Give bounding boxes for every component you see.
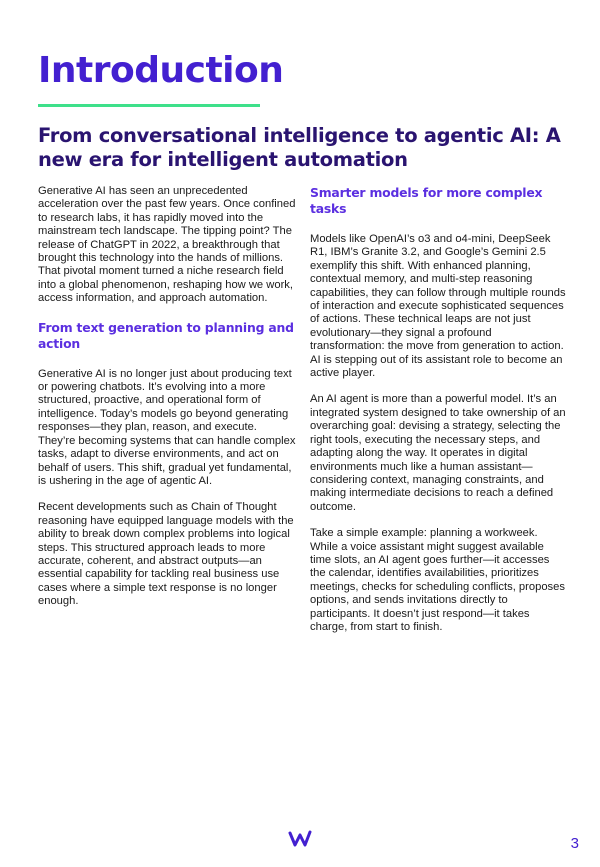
page-title: Introduction <box>38 50 284 91</box>
body-paragraph: Recent developments such as Chain of Thought reasoning have equipped language models with the ability to break down complex problems into logical steps. This structured approach leads to more accurate, coherent, and abstract outputs—an essential capability for tackling real business use cases where a simple text response is no longer enough. <box>38 501 294 608</box>
body-paragraph: An AI agent is more than a powerful model. It’s an integrated system designed to take ownership of an overarching goal: devising a strategy, selecting the right tools, executing the necessary steps, and adapting along the way. It operates in digital environments much like a human assistant—considering context, managing constraints, and making intermediate decisions to reach a defined outcome. <box>310 393 566 513</box>
intro-paragraph: Generative AI has seen an unprecedented acceleration over the past few years. Once confined to research labs, it has rapidly moved into the mainstream tech landscape. The tipping point? The release of ChatGPT in 2022, a breakthrough that brought this technology into the hands of millions. That pivotal moment turned a niche research field into a global phenomenon, reshaping how we work, access information, and approach automation. <box>38 185 296 305</box>
body-paragraph: Take a simple example: planning a workweek. While a voice assistant might suggest available time slots, an AI agent goes further—it accesses the calendar, identifies availabilities, prioritizes meetings, checks for scheduling conflicts, proposes options, and sends invitations directly to participants. It doesn’t just respond—it takes charge, from start to finish. <box>310 527 565 633</box>
page-number: 3 <box>570 835 579 852</box>
body-paragraph: Generative AI is no longer just about producing text or powering chatbots. It’s evolving into a more structured, proactive, and operational form of intelligence. Today’s models go beyond generating responses—they plan, reason, and execute. They’re becoming systems that can handle complex tasks, adapt to diverse environments, and act on behalf of users. This shift, gradual yet fundamental, is ushering in the age of agentic AI. <box>38 367 296 487</box>
left-column <box>38 185 296 609</box>
section-heading-planning: From text generation to planning and action <box>38 319 294 351</box>
w-logo-icon <box>288 829 312 849</box>
title-underline <box>38 104 260 107</box>
body-paragraph: Models like OpenAI’s o3 and o4-mini, DeepSeek R1, IBM’s Granite 3.2, and Google’s Gemini 2.5 exemplify this shift. With enhanced planning, contextual memory, and multi-step reasoning capabilities, they can follow through multiple rounds of interaction and execute sophisticated sequences of actions. These technical leaps are not just evolutionary—they signal a profound transformation: the move from generation to action. AI is stepping out of its assistant role to become an active player. <box>310 233 566 380</box>
section-heading-smarter-models: Smarter models for more complex tasks <box>310 185 543 216</box>
right-column <box>310 185 568 634</box>
page-subtitle: From conversational intelligence to agentic AI: A new era for intelligent automation <box>38 124 561 171</box>
